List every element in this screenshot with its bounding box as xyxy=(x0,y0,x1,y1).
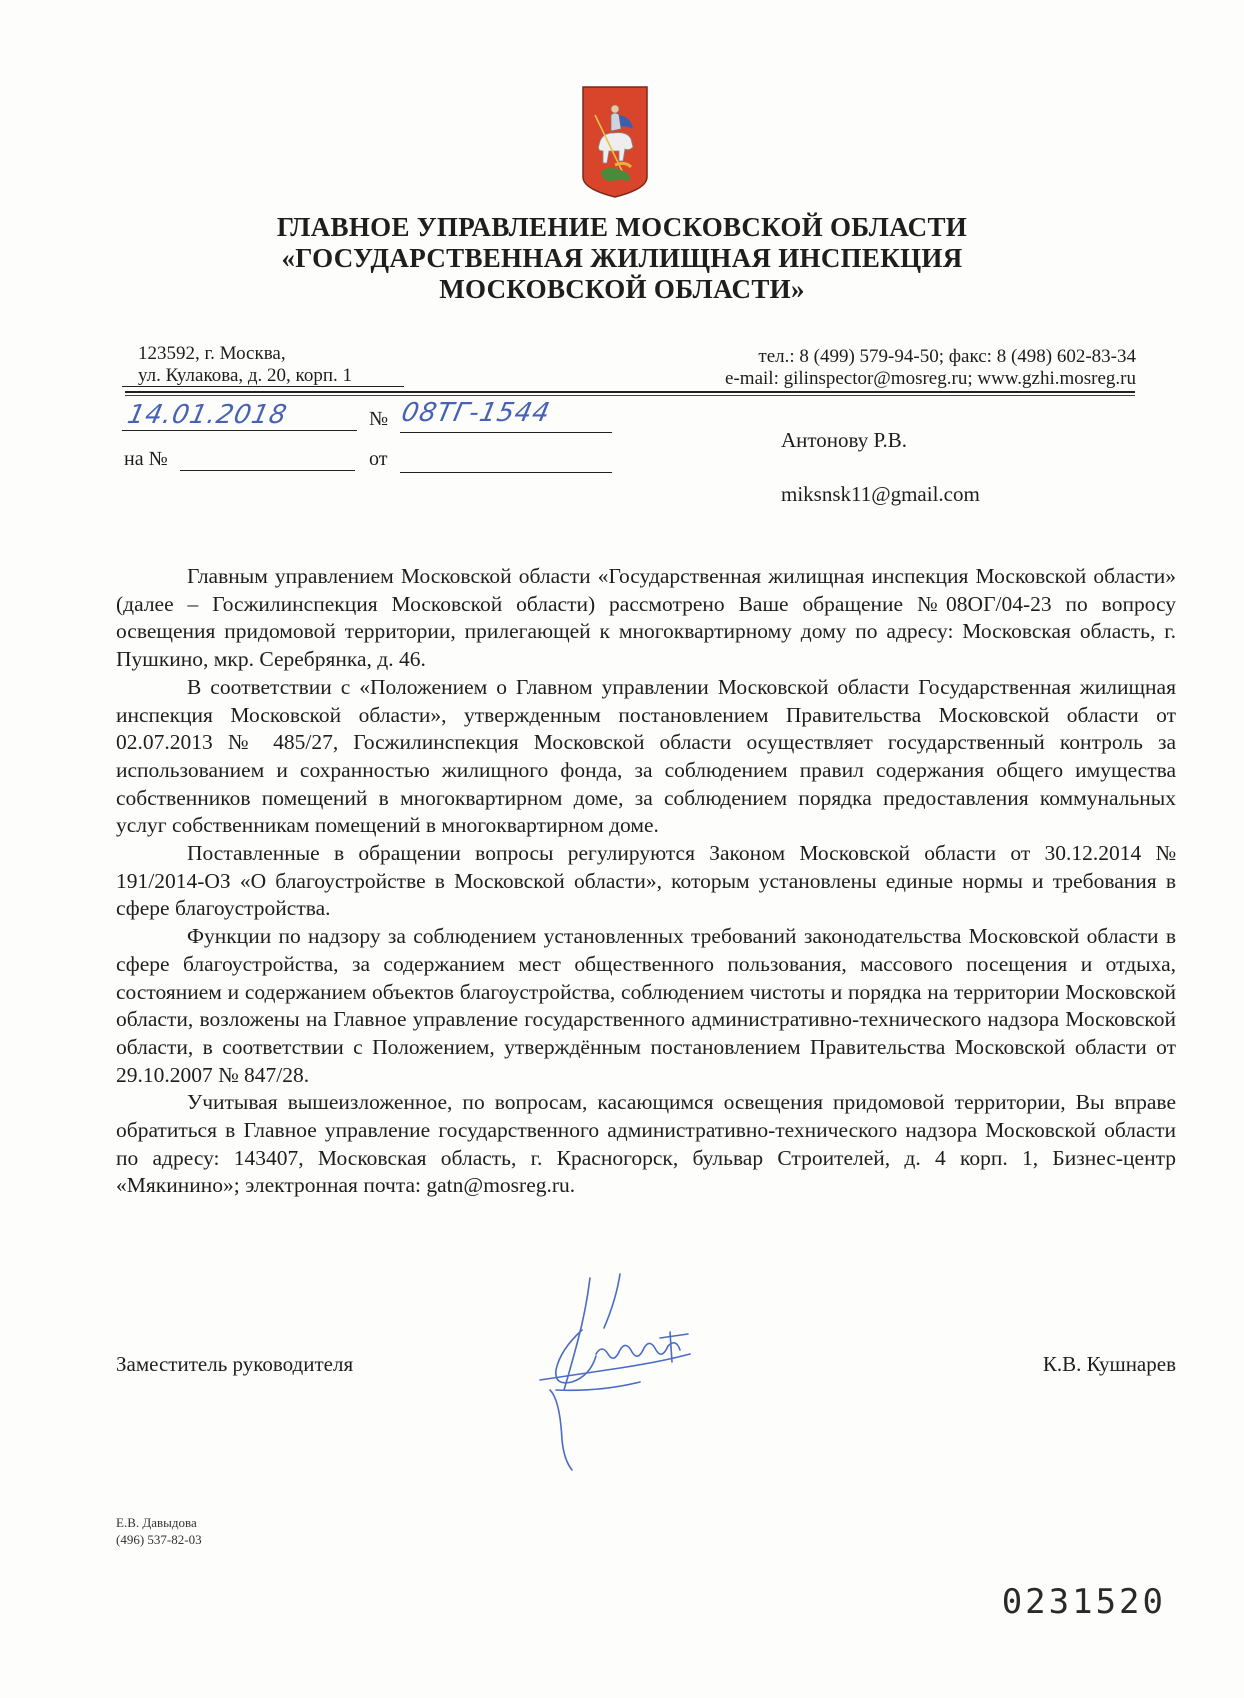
signatory-name: К.В. Кушнарев xyxy=(1042,1352,1176,1376)
reference-number-underline xyxy=(180,470,355,471)
registration-date-underline xyxy=(122,430,357,431)
organization-address xyxy=(138,343,352,387)
letter-body xyxy=(116,563,1176,1200)
header-rule xyxy=(125,391,1135,393)
body-paragraph: Главным управлением Московской области «Государственная жилищная инспекция Московской области» (далее – Госжилинспекция Московской области) рассмотрено Ваше обращение №08ОГ/04-23 по вопросу освещения придомовой территории, прилегающей к многоквартирному дому по адресу: Московская область, г. Пушкино, мкр. Серебрянка, д. 46. xyxy=(116,564,1176,672)
organization-contacts xyxy=(725,346,1136,390)
org-title-line3: МОСКОВСКОЙ ОБЛАСТИ» xyxy=(439,274,805,304)
executor-name: Е.В. Давыдова xyxy=(116,1515,197,1530)
body-paragraph: В соответствии с «Положением о Главном управлении Московской области Государственная жилищная инспекция Московской области», утвержденным постановлением Правительства Московской области от 02.07.2013 № 485/27, Госжилинспекция Московской области осуществляет государственный контроль за использованием и сохранностью жилищного фонда, за соблюдением правил содержания общего имущества собственников помещений в многоквартирном доме, за соблюдением порядка предоставления коммунальных услуг собственникам помещений в многоквартирном доме. xyxy=(116,674,1176,838)
organization-title xyxy=(0,212,1244,305)
coat-of-arms-emblem xyxy=(581,85,649,205)
handwritten-signature xyxy=(520,1270,740,1480)
body-paragraph: Функции по надзору за соблюдением установленных требований законодательства Московской области в сфере благоустройства, за содержанием мест общественного пользования, массового посещения и отдыха, состоянием и содержанием объектов благоустройства, соблюдением чистоты и порядка на территории Московской области, возложены на Главное управление государственного административно-технического надзора Московской области, в соответствии с Положением, утверждённым постановлением Правительства Московской области от 29.10.2007 № 847/28. xyxy=(116,924,1176,1087)
body-paragraph: Поставленные в обращении вопросы регулируются Законом Московской области от 30.12.2014 № 191/2014-ОЗ «О благоустройстве в Московской области», которым установлены единые нормы и требования в сфере благоустройства. xyxy=(116,841,1176,921)
header-rule-thin xyxy=(125,395,1135,396)
reference-number-label: на № xyxy=(124,448,168,470)
executor-phone: (496) 537-82-03 xyxy=(116,1532,202,1547)
address-line2: ул. Кулакова, д. 20, корп. 1 xyxy=(138,365,352,386)
org-title-line2: «ГОСУДАРСТВЕННАЯ ЖИЛИЩНАЯ ИНСПЕКЦИЯ xyxy=(281,243,963,273)
registration-date: 14.01.2018 xyxy=(124,400,291,430)
recipient-name: Антонову Р.В. xyxy=(781,428,908,452)
address-underline xyxy=(122,386,404,387)
recipient-email: miksnsk11@gmail.com xyxy=(781,482,980,506)
reference-date-label: от xyxy=(369,448,388,470)
registration-number-sign: № xyxy=(369,408,389,430)
registration-number-underline xyxy=(400,432,612,433)
signatory-position: Заместитель руководителя xyxy=(116,1352,354,1376)
body-paragraph: Учитывая вышеизложенное, по вопросам, касающимся освещения придомовой территории, Вы вправе обратиться в Главное управление государственного административно-технического надзора Московской области по адресу: 143407, Московская область, г. Красногорск, бульвар Строителей, д. 4 корп. 1, Бизнес-центр «Мякинино»; электронная почта: gatn@mosreg.ru. xyxy=(116,1090,1176,1198)
contacts-phone-fax: тел.: 8 (499) 579-94-50; факс: 8 (498) 602-83-34 xyxy=(758,346,1136,367)
org-title-line1: ГЛАВНОЕ УПРАВЛЕНИЕ МОСКОВСКОЙ ОБЛАСТИ xyxy=(276,212,968,242)
reference-date-underline xyxy=(400,472,612,473)
document-serial-number: 0231520 xyxy=(1001,1582,1166,1622)
registration-number: 08ТГ-1544 xyxy=(398,398,554,428)
address-line1: 123592, г. Москва, xyxy=(138,343,286,364)
contacts-email-web: e-mail: gilinspector@mosreg.ru; www.gzhi.mosreg.ru xyxy=(725,368,1136,389)
